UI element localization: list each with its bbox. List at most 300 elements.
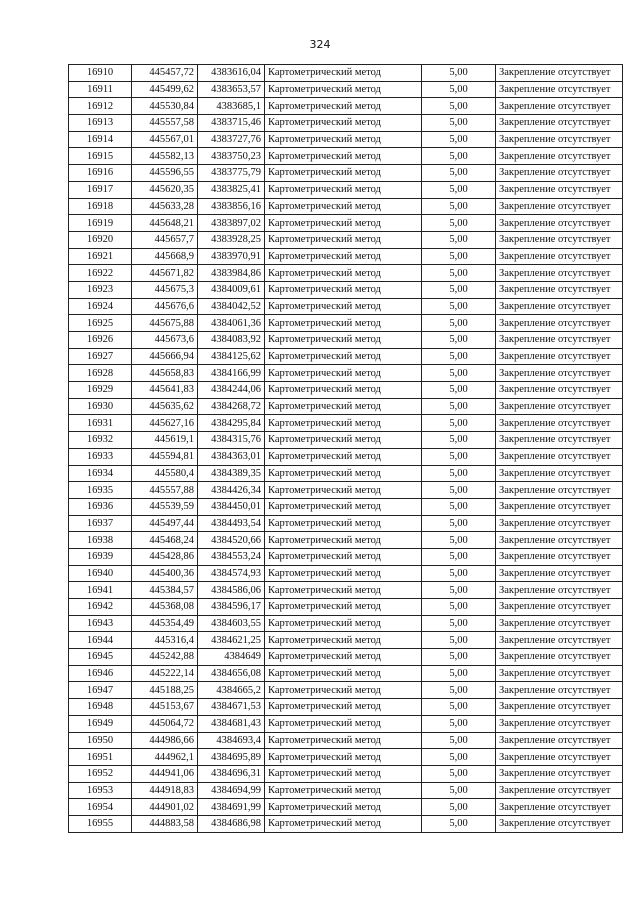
precision-cell: 5,00 — [422, 448, 496, 465]
method-cell: Картометрический метод — [265, 65, 422, 82]
page-number: 324 — [309, 38, 331, 51]
y-coordinate-cell: 4383715,46 — [198, 115, 265, 132]
table-row — [69, 281, 623, 298]
precision-cell: 5,00 — [422, 198, 496, 215]
table-row — [69, 765, 623, 782]
fixation-cell: Закрепление отсутствует — [496, 532, 623, 549]
point-number-cell: 16928 — [69, 365, 132, 382]
method-cell: Картометрический метод — [265, 315, 422, 332]
x-coordinate-cell: 445596,55 — [132, 165, 198, 182]
table-row — [69, 198, 623, 215]
method-cell: Картометрический метод — [265, 498, 422, 515]
table-row — [69, 749, 623, 766]
point-number-cell: 16929 — [69, 382, 132, 399]
x-coordinate-cell: 445064,72 — [132, 715, 198, 732]
point-number-cell: 16923 — [69, 281, 132, 298]
table-row — [69, 565, 623, 582]
precision-cell: 5,00 — [422, 382, 496, 399]
fixation-cell: Закрепление отсутствует — [496, 198, 623, 215]
method-cell: Картометрический метод — [265, 348, 422, 365]
y-coordinate-cell: 4384553,24 — [198, 548, 265, 565]
x-coordinate-cell: 445675,3 — [132, 281, 198, 298]
point-number-cell: 16946 — [69, 665, 132, 682]
precision-cell: 5,00 — [422, 298, 496, 315]
x-coordinate-cell: 445668,9 — [132, 248, 198, 265]
fixation-cell: Закрепление отсутствует — [496, 515, 623, 532]
point-number-cell: 16926 — [69, 332, 132, 349]
method-cell: Картометрический метод — [265, 432, 422, 449]
method-cell: Картометрический метод — [265, 98, 422, 115]
fixation-cell: Закрепление отсутствует — [496, 115, 623, 132]
precision-cell: 5,00 — [422, 482, 496, 499]
method-cell: Картометрический метод — [265, 532, 422, 549]
x-coordinate-cell: 444962,1 — [132, 749, 198, 766]
table-row — [69, 682, 623, 699]
point-number-cell: 16945 — [69, 649, 132, 666]
method-cell: Картометрический метод — [265, 632, 422, 649]
precision-cell: 5,00 — [422, 582, 496, 599]
y-coordinate-cell: 4384596,17 — [198, 599, 265, 616]
x-coordinate-cell: 445188,25 — [132, 682, 198, 699]
fixation-cell: Закрепление отсутствует — [496, 765, 623, 782]
precision-cell: 5,00 — [422, 615, 496, 632]
x-coordinate-cell: 445633,28 — [132, 198, 198, 215]
precision-cell: 5,00 — [422, 365, 496, 382]
precision-cell: 5,00 — [422, 315, 496, 332]
precision-cell: 5,00 — [422, 498, 496, 515]
x-coordinate-cell: 445635,62 — [132, 398, 198, 415]
x-coordinate-cell: 445316,4 — [132, 632, 198, 649]
method-cell: Картометрический метод — [265, 332, 422, 349]
table-row — [69, 799, 623, 816]
x-coordinate-cell: 445497,44 — [132, 515, 198, 532]
table-row — [69, 265, 623, 282]
method-cell: Картометрический метод — [265, 382, 422, 399]
y-coordinate-cell: 4383653,57 — [198, 81, 265, 98]
method-cell: Картометрический метод — [265, 665, 422, 682]
fixation-cell: Закрепление отсутствует — [496, 465, 623, 482]
point-number-cell: 16910 — [69, 65, 132, 82]
table-row — [69, 65, 623, 82]
fixation-cell: Закрепление отсутствует — [496, 398, 623, 415]
fixation-cell: Закрепление отсутствует — [496, 265, 623, 282]
table-row — [69, 465, 623, 482]
point-number-cell: 16922 — [69, 265, 132, 282]
fixation-cell: Закрепление отсутствует — [496, 682, 623, 699]
precision-cell: 5,00 — [422, 465, 496, 482]
y-coordinate-cell: 4384695,89 — [198, 749, 265, 766]
y-coordinate-cell: 4384061,36 — [198, 315, 265, 332]
y-coordinate-cell: 4384426,34 — [198, 482, 265, 499]
precision-cell: 5,00 — [422, 65, 496, 82]
point-number-cell: 16931 — [69, 415, 132, 432]
point-number-cell: 16941 — [69, 582, 132, 599]
precision-cell: 5,00 — [422, 649, 496, 666]
fixation-cell: Закрепление отсутствует — [496, 749, 623, 766]
x-coordinate-cell: 445530,84 — [132, 98, 198, 115]
fixation-cell: Закрепление отсутствует — [496, 615, 623, 632]
x-coordinate-cell: 445499,62 — [132, 81, 198, 98]
y-coordinate-cell: 4384083,92 — [198, 332, 265, 349]
table-row — [69, 398, 623, 415]
table-row — [69, 365, 623, 382]
y-coordinate-cell: 4384450,01 — [198, 498, 265, 515]
y-coordinate-cell: 4384166,99 — [198, 365, 265, 382]
precision-cell: 5,00 — [422, 565, 496, 582]
x-coordinate-cell: 445675,88 — [132, 315, 198, 332]
point-number-cell: 16911 — [69, 81, 132, 98]
precision-cell: 5,00 — [422, 699, 496, 716]
point-number-cell: 16915 — [69, 148, 132, 165]
method-cell: Картометрический метод — [265, 599, 422, 616]
y-coordinate-cell: 4384693,4 — [198, 732, 265, 749]
y-coordinate-cell: 4384315,76 — [198, 432, 265, 449]
x-coordinate-cell: 445580,4 — [132, 465, 198, 482]
method-cell: Картометрический метод — [265, 682, 422, 699]
x-coordinate-cell: 445641,83 — [132, 382, 198, 399]
table-row — [69, 599, 623, 616]
fixation-cell: Закрепление отсутствует — [496, 815, 623, 832]
table-row — [69, 548, 623, 565]
method-cell: Картометрический метод — [265, 81, 422, 98]
point-number-cell: 16924 — [69, 298, 132, 315]
y-coordinate-cell: 4383928,25 — [198, 231, 265, 248]
y-coordinate-cell: 4384681,43 — [198, 715, 265, 732]
y-coordinate-cell: 4384042,52 — [198, 298, 265, 315]
method-cell: Картометрический метод — [265, 465, 422, 482]
point-number-cell: 16944 — [69, 632, 132, 649]
precision-cell: 5,00 — [422, 265, 496, 282]
x-coordinate-cell: 445673,6 — [132, 332, 198, 349]
method-cell: Картометрический метод — [265, 131, 422, 148]
table-row — [69, 248, 623, 265]
y-coordinate-cell: 4384295,84 — [198, 415, 265, 432]
table-row — [69, 582, 623, 599]
fixation-cell: Закрепление отсутствует — [496, 81, 623, 98]
method-cell: Картометрический метод — [265, 365, 422, 382]
table-row — [69, 298, 623, 315]
y-coordinate-cell: 4384586,06 — [198, 582, 265, 599]
x-coordinate-cell: 445648,21 — [132, 215, 198, 232]
y-coordinate-cell: 4383616,04 — [198, 65, 265, 82]
y-coordinate-cell: 4383970,91 — [198, 248, 265, 265]
table-row — [69, 415, 623, 432]
point-number-cell: 16936 — [69, 498, 132, 515]
x-coordinate-cell: 445666,94 — [132, 348, 198, 365]
method-cell: Картометрический метод — [265, 198, 422, 215]
table-row — [69, 482, 623, 499]
fixation-cell: Закрепление отсутствует — [496, 732, 623, 749]
fixation-cell: Закрепление отсутствует — [496, 599, 623, 616]
y-coordinate-cell: 4383856,16 — [198, 198, 265, 215]
method-cell: Картометрический метод — [265, 165, 422, 182]
fixation-cell: Закрепление отсутствует — [496, 782, 623, 799]
method-cell: Картометрический метод — [265, 699, 422, 716]
y-coordinate-cell: 4383750,23 — [198, 148, 265, 165]
y-coordinate-cell: 4384603,55 — [198, 615, 265, 632]
y-coordinate-cell: 4384009,61 — [198, 281, 265, 298]
method-cell: Картометрический метод — [265, 548, 422, 565]
fixation-cell: Закрепление отсутствует — [496, 432, 623, 449]
x-coordinate-cell: 445242,88 — [132, 649, 198, 666]
fixation-cell: Закрепление отсутствует — [496, 482, 623, 499]
x-coordinate-cell: 445153,67 — [132, 699, 198, 716]
method-cell: Картометрический метод — [265, 815, 422, 832]
precision-cell: 5,00 — [422, 415, 496, 432]
precision-cell: 5,00 — [422, 799, 496, 816]
method-cell: Картометрический метод — [265, 265, 422, 282]
point-number-cell: 16927 — [69, 348, 132, 365]
method-cell: Картометрический метод — [265, 482, 422, 499]
x-coordinate-cell: 445384,57 — [132, 582, 198, 599]
point-number-cell: 16920 — [69, 231, 132, 248]
x-coordinate-cell: 445619,1 — [132, 432, 198, 449]
precision-cell: 5,00 — [422, 715, 496, 732]
table-row — [69, 215, 623, 232]
x-coordinate-cell: 445457,72 — [132, 65, 198, 82]
y-coordinate-cell: 4384671,53 — [198, 699, 265, 716]
fixation-cell: Закрепление отсутствует — [496, 248, 623, 265]
method-cell: Картометрический метод — [265, 231, 422, 248]
x-coordinate-cell: 445676,6 — [132, 298, 198, 315]
x-coordinate-cell: 445539,59 — [132, 498, 198, 515]
method-cell: Картометрический метод — [265, 215, 422, 232]
point-number-cell: 16953 — [69, 782, 132, 799]
point-number-cell: 16937 — [69, 515, 132, 532]
precision-cell: 5,00 — [422, 131, 496, 148]
point-number-cell: 16955 — [69, 815, 132, 832]
table-row — [69, 665, 623, 682]
fixation-cell: Закрепление отсутствует — [496, 298, 623, 315]
table-row — [69, 782, 623, 799]
point-number-cell: 16948 — [69, 699, 132, 716]
method-cell: Картометрический метод — [265, 649, 422, 666]
y-coordinate-cell: 4383685,1 — [198, 98, 265, 115]
x-coordinate-cell: 445468,24 — [132, 532, 198, 549]
table-row — [69, 699, 623, 716]
coordinates-table — [68, 64, 623, 833]
y-coordinate-cell: 4384125,62 — [198, 348, 265, 365]
table-row — [69, 432, 623, 449]
point-number-cell: 16939 — [69, 548, 132, 565]
x-coordinate-cell: 445428,86 — [132, 548, 198, 565]
y-coordinate-cell: 4384621,25 — [198, 632, 265, 649]
x-coordinate-cell: 445222,14 — [132, 665, 198, 682]
precision-cell: 5,00 — [422, 398, 496, 415]
fixation-cell: Закрепление отсутствует — [496, 348, 623, 365]
fixation-cell: Закрепление отсутствует — [496, 565, 623, 582]
precision-cell: 5,00 — [422, 332, 496, 349]
fixation-cell: Закрепление отсутствует — [496, 582, 623, 599]
method-cell: Картометрический метод — [265, 398, 422, 415]
point-number-cell: 16933 — [69, 448, 132, 465]
y-coordinate-cell: 4384389,35 — [198, 465, 265, 482]
y-coordinate-cell: 4384574,93 — [198, 565, 265, 582]
y-coordinate-cell: 4384696,31 — [198, 765, 265, 782]
fixation-cell: Закрепление отсутствует — [496, 649, 623, 666]
fixation-cell: Закрепление отсутствует — [496, 131, 623, 148]
table-body — [69, 65, 623, 833]
x-coordinate-cell: 445627,16 — [132, 415, 198, 432]
point-number-cell: 16943 — [69, 615, 132, 632]
point-number-cell: 16913 — [69, 115, 132, 132]
table-row — [69, 448, 623, 465]
fixation-cell: Закрепление отсутствует — [496, 315, 623, 332]
point-number-cell: 16949 — [69, 715, 132, 732]
point-number-cell: 16947 — [69, 682, 132, 699]
method-cell: Картометрический метод — [265, 515, 422, 532]
fixation-cell: Закрепление отсутствует — [496, 665, 623, 682]
point-number-cell: 16925 — [69, 315, 132, 332]
method-cell: Картометрический метод — [265, 565, 422, 582]
precision-cell: 5,00 — [422, 81, 496, 98]
table-row — [69, 81, 623, 98]
y-coordinate-cell: 4384268,72 — [198, 398, 265, 415]
precision-cell: 5,00 — [422, 98, 496, 115]
x-coordinate-cell: 444918,83 — [132, 782, 198, 799]
table-row — [69, 348, 623, 365]
table-row — [69, 649, 623, 666]
precision-cell: 5,00 — [422, 148, 496, 165]
point-number-cell: 16918 — [69, 198, 132, 215]
point-number-cell: 16935 — [69, 482, 132, 499]
fixation-cell: Закрепление отсутствует — [496, 148, 623, 165]
point-number-cell: 16921 — [69, 248, 132, 265]
table-row — [69, 615, 623, 632]
x-coordinate-cell: 444941,06 — [132, 765, 198, 782]
fixation-cell: Закрепление отсутствует — [496, 181, 623, 198]
precision-cell: 5,00 — [422, 599, 496, 616]
precision-cell: 5,00 — [422, 548, 496, 565]
method-cell: Картометрический метод — [265, 298, 422, 315]
table-row — [69, 498, 623, 515]
fixation-cell: Закрепление отсутствует — [496, 632, 623, 649]
point-number-cell: 16932 — [69, 432, 132, 449]
y-coordinate-cell: 4384244,06 — [198, 382, 265, 399]
fixation-cell: Закрепление отсутствует — [496, 165, 623, 182]
point-number-cell: 16940 — [69, 565, 132, 582]
table-row — [69, 181, 623, 198]
fixation-cell: Закрепление отсутствует — [496, 231, 623, 248]
fixation-cell: Закрепление отсутствует — [496, 699, 623, 716]
fixation-cell: Закрепление отсутствует — [496, 415, 623, 432]
point-number-cell: 16951 — [69, 749, 132, 766]
x-coordinate-cell: 444986,66 — [132, 732, 198, 749]
point-number-cell: 16930 — [69, 398, 132, 415]
x-coordinate-cell: 445620,35 — [132, 181, 198, 198]
table-row — [69, 148, 623, 165]
precision-cell: 5,00 — [422, 532, 496, 549]
fixation-cell: Закрепление отсутствует — [496, 548, 623, 565]
point-number-cell: 16917 — [69, 181, 132, 198]
method-cell: Картометрический метод — [265, 782, 422, 799]
x-coordinate-cell: 445354,49 — [132, 615, 198, 632]
method-cell: Картометрический метод — [265, 181, 422, 198]
method-cell: Картометрический метод — [265, 749, 422, 766]
x-coordinate-cell: 445657,7 — [132, 231, 198, 248]
precision-cell: 5,00 — [422, 348, 496, 365]
precision-cell: 5,00 — [422, 632, 496, 649]
method-cell: Картометрический метод — [265, 415, 422, 432]
method-cell: Картометрический метод — [265, 765, 422, 782]
precision-cell: 5,00 — [422, 682, 496, 699]
method-cell: Картометрический метод — [265, 799, 422, 816]
y-coordinate-cell: 4384493,54 — [198, 515, 265, 532]
table-row — [69, 515, 623, 532]
y-coordinate-cell: 4384656,08 — [198, 665, 265, 682]
table-row — [69, 732, 623, 749]
precision-cell: 5,00 — [422, 248, 496, 265]
point-number-cell: 16914 — [69, 131, 132, 148]
fixation-cell: Закрепление отсутствует — [496, 332, 623, 349]
x-coordinate-cell: 445557,88 — [132, 482, 198, 499]
x-coordinate-cell: 445557,58 — [132, 115, 198, 132]
y-coordinate-cell: 4383727,76 — [198, 131, 265, 148]
fixation-cell: Закрепление отсутствует — [496, 281, 623, 298]
x-coordinate-cell: 445368,08 — [132, 599, 198, 616]
y-coordinate-cell: 4384691,99 — [198, 799, 265, 816]
precision-cell: 5,00 — [422, 665, 496, 682]
precision-cell: 5,00 — [422, 231, 496, 248]
point-number-cell: 16916 — [69, 165, 132, 182]
point-number-cell: 16952 — [69, 765, 132, 782]
table-row — [69, 332, 623, 349]
method-cell: Картометрический метод — [265, 115, 422, 132]
y-coordinate-cell: 4384686,98 — [198, 815, 265, 832]
precision-cell: 5,00 — [422, 732, 496, 749]
point-number-cell: 16942 — [69, 599, 132, 616]
point-number-cell: 16912 — [69, 98, 132, 115]
table-row — [69, 382, 623, 399]
precision-cell: 5,00 — [422, 515, 496, 532]
method-cell: Картометрический метод — [265, 715, 422, 732]
fixation-cell: Закрепление отсутствует — [496, 715, 623, 732]
fixation-cell: Закрепление отсутствует — [496, 365, 623, 382]
table-row — [69, 98, 623, 115]
x-coordinate-cell: 445400,36 — [132, 565, 198, 582]
precision-cell: 5,00 — [422, 432, 496, 449]
y-coordinate-cell: 4384363,01 — [198, 448, 265, 465]
fixation-cell: Закрепление отсутствует — [496, 215, 623, 232]
x-coordinate-cell: 445567,01 — [132, 131, 198, 148]
method-cell: Картометрический метод — [265, 148, 422, 165]
x-coordinate-cell: 444883,58 — [132, 815, 198, 832]
point-number-cell: 16934 — [69, 465, 132, 482]
method-cell: Картометрический метод — [265, 582, 422, 599]
method-cell: Картометрический метод — [265, 732, 422, 749]
table-row — [69, 165, 623, 182]
y-coordinate-cell: 4384520,66 — [198, 532, 265, 549]
y-coordinate-cell: 4383825,41 — [198, 181, 265, 198]
table-row — [69, 632, 623, 649]
table-row — [69, 815, 623, 832]
table-row — [69, 115, 623, 132]
y-coordinate-cell: 4384665,2 — [198, 682, 265, 699]
fixation-cell: Закрепление отсутствует — [496, 382, 623, 399]
table-row — [69, 315, 623, 332]
method-cell: Картометрический метод — [265, 448, 422, 465]
y-coordinate-cell: 4384649 — [198, 649, 265, 666]
precision-cell: 5,00 — [422, 181, 496, 198]
point-number-cell: 16954 — [69, 799, 132, 816]
fixation-cell: Закрепление отсутствует — [496, 98, 623, 115]
point-number-cell: 16919 — [69, 215, 132, 232]
x-coordinate-cell: 445671,82 — [132, 265, 198, 282]
point-number-cell: 16938 — [69, 532, 132, 549]
x-coordinate-cell: 445594,81 — [132, 448, 198, 465]
point-number-cell: 16950 — [69, 732, 132, 749]
fixation-cell: Закрепление отсутствует — [496, 65, 623, 82]
